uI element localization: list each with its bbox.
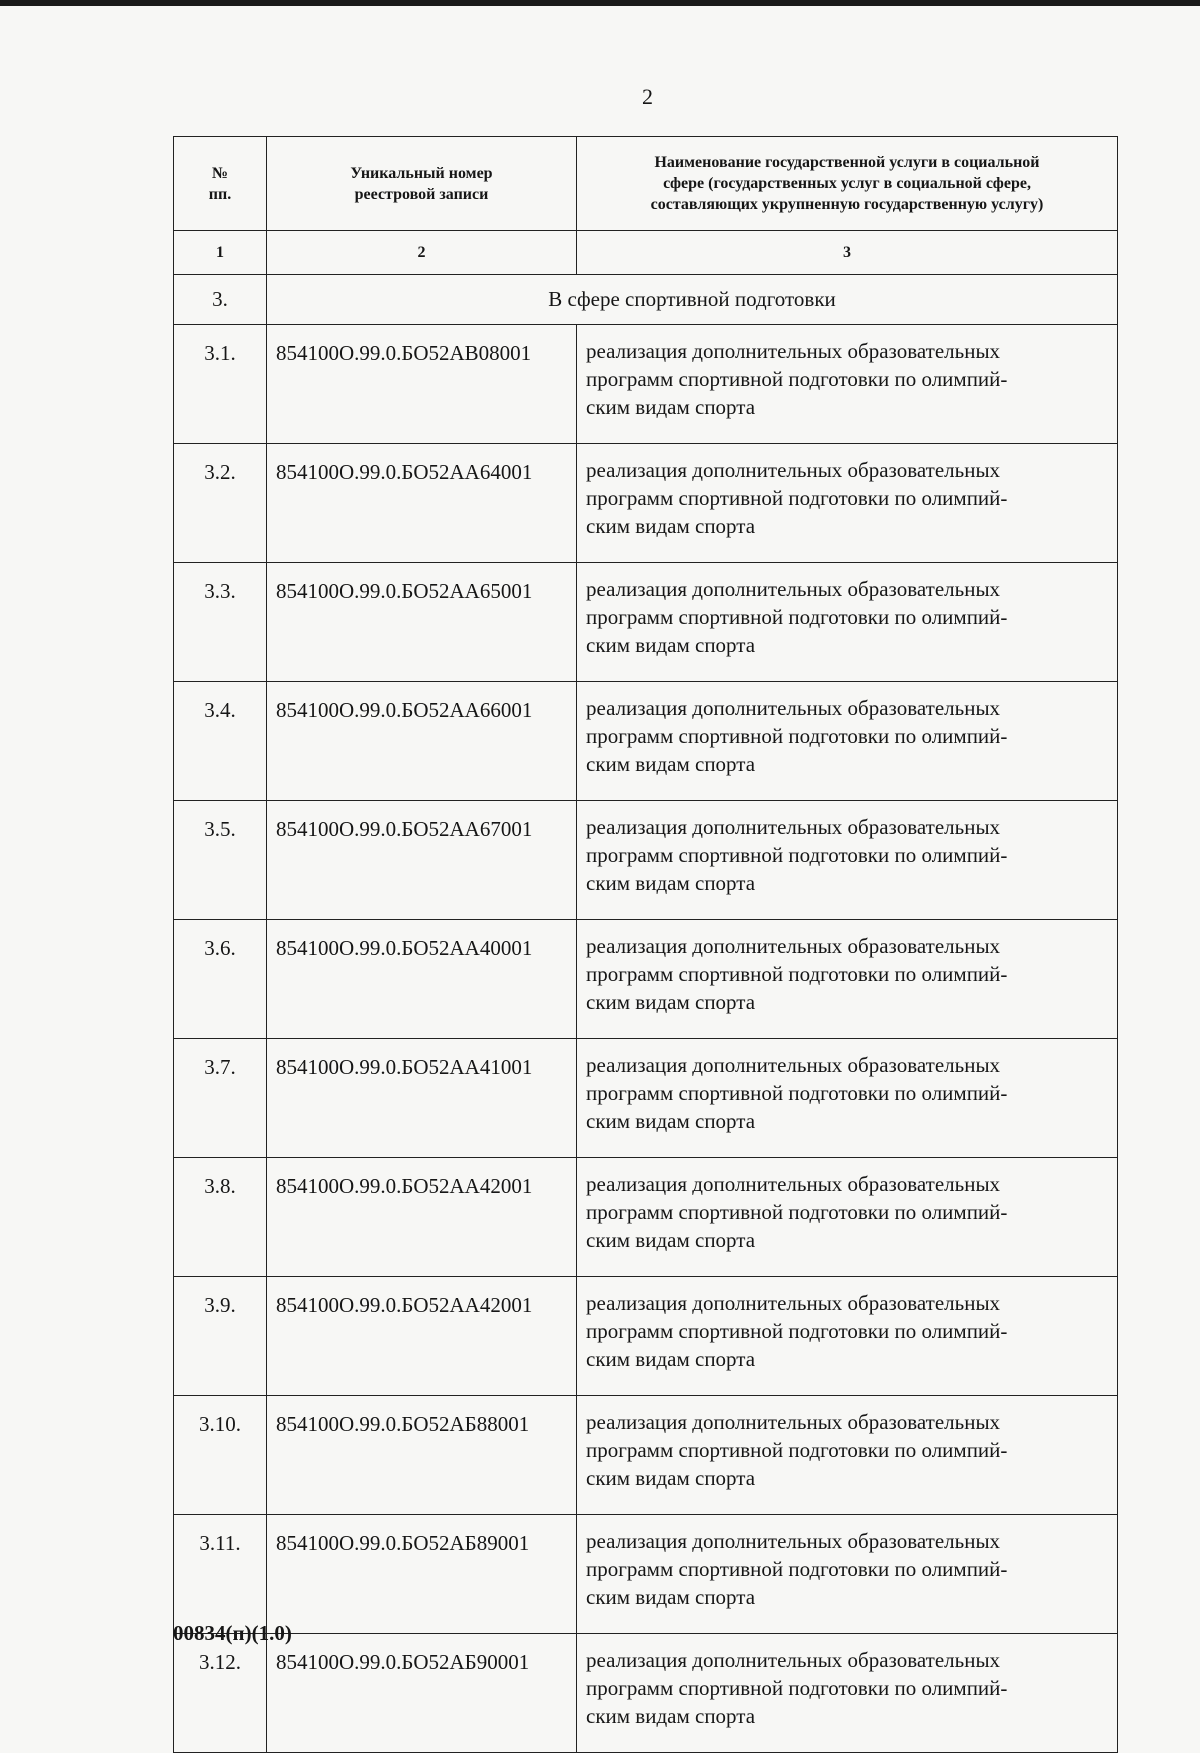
table-header-row	[174, 137, 1118, 231]
table-row	[174, 1515, 1118, 1634]
service-name: реализация дополнительных образовательных программ спортивной подготовки по олимпий- ским видам спорта	[577, 801, 1118, 920]
service-name: реализация дополнительных образовательных программ спортивной подготовки по олимпий- ским видам спорта	[577, 325, 1118, 444]
column-number: 3	[577, 231, 1118, 275]
registry-code: 854100О.99.0.БО52АБ89001	[267, 1515, 577, 1634]
service-name: реализация дополнительных образовательных программ спортивной подготовки по олимпий- ским видам спорта	[577, 1039, 1118, 1158]
registry-code: 854100О.99.0.БО52АА41001	[267, 1039, 577, 1158]
row-number: 3.5.	[174, 801, 267, 920]
registry-code: 854100О.99.0.БО52АА64001	[267, 444, 577, 563]
page-number: 2	[642, 84, 653, 109]
registry-code: 854100О.99.0.БО52АБ88001	[267, 1396, 577, 1515]
service-name: реализация дополнительных образовательных программ спортивной подготовки по олимпий- ским видам спорта	[577, 444, 1118, 563]
scan-edge-line	[0, 0, 1200, 6]
row-number: 3.4.	[174, 682, 267, 801]
table-row	[174, 444, 1118, 563]
row-number: 3.10.	[174, 1396, 267, 1515]
row-number: 3.12.	[174, 1634, 267, 1753]
section-number: 3.	[174, 275, 267, 325]
registry-code: 854100О.99.0.БО52АА42001	[267, 1158, 577, 1277]
registry-code: 854100О.99.0.БО52АА40001	[267, 920, 577, 1039]
section-row	[174, 275, 1118, 325]
registry-code: 854100О.99.0.БО52АБ90001	[267, 1634, 577, 1753]
services-table	[173, 136, 1118, 1753]
service-name: реализация дополнительных образовательных программ спортивной подготовки по олимпий- ским видам спорта	[577, 563, 1118, 682]
column-number: 2	[267, 231, 577, 275]
header-registry-number: Уникальный номер реестровой записи	[267, 137, 577, 231]
table-row	[174, 1158, 1118, 1277]
table-row	[174, 801, 1118, 920]
document-code: 00834(п)(1.0)	[173, 1621, 292, 1645]
table-row	[174, 325, 1118, 444]
table-row	[174, 1039, 1118, 1158]
row-number: 3.11.	[174, 1515, 267, 1634]
row-number: 3.7.	[174, 1039, 267, 1158]
row-number: 3.9.	[174, 1277, 267, 1396]
service-name: реализация дополнительных образовательных программ спортивной подготовки по олимпий- ским видам спорта	[577, 1277, 1118, 1396]
table-row	[174, 1634, 1118, 1753]
registry-code: 854100О.99.0.БО52АВ08001	[267, 325, 577, 444]
section-title: В сфере спортивной подготовки	[267, 275, 1118, 325]
row-number: 3.6.	[174, 920, 267, 1039]
table-row	[174, 1277, 1118, 1396]
row-number: 3.2.	[174, 444, 267, 563]
header-number: № пп.	[174, 137, 267, 231]
service-name: реализация дополнительных образовательных программ спортивной подготовки по олимпий- ским видам спорта	[577, 1396, 1118, 1515]
service-name: реализация дополнительных образовательных программ спортивной подготовки по олимпий- ским видам спорта	[577, 920, 1118, 1039]
service-name: реализация дополнительных образовательных программ спортивной подготовки по олимпий- ским видам спорта	[577, 1158, 1118, 1277]
row-number: 3.1.	[174, 325, 267, 444]
registry-code: 854100О.99.0.БО52АА67001	[267, 801, 577, 920]
registry-code: 854100О.99.0.БО52АА65001	[267, 563, 577, 682]
registry-code: 854100О.99.0.БО52АА42001	[267, 1277, 577, 1396]
column-number: 1	[174, 231, 267, 275]
table-row	[174, 920, 1118, 1039]
row-number: 3.8.	[174, 1158, 267, 1277]
service-name: реализация дополнительных образовательных программ спортивной подготовки по олимпий- ским видам спорта	[577, 1515, 1118, 1634]
table-row	[174, 682, 1118, 801]
table-row	[174, 563, 1118, 682]
service-name: реализация дополнительных образовательных программ спортивной подготовки по олимпий- ским видам спорта	[577, 1634, 1118, 1753]
table-row	[174, 1396, 1118, 1515]
registry-code: 854100О.99.0.БО52АА66001	[267, 682, 577, 801]
service-name: реализация дополнительных образовательных программ спортивной подготовки по олимпий- ским видам спорта	[577, 682, 1118, 801]
row-number: 3.3.	[174, 563, 267, 682]
header-service-name: Наименование государственной услуги в социальной сфере (государственных услуг в социальной сфере, составляющих укрупненную государственную услугу)	[577, 137, 1118, 231]
column-number-row	[174, 231, 1118, 275]
